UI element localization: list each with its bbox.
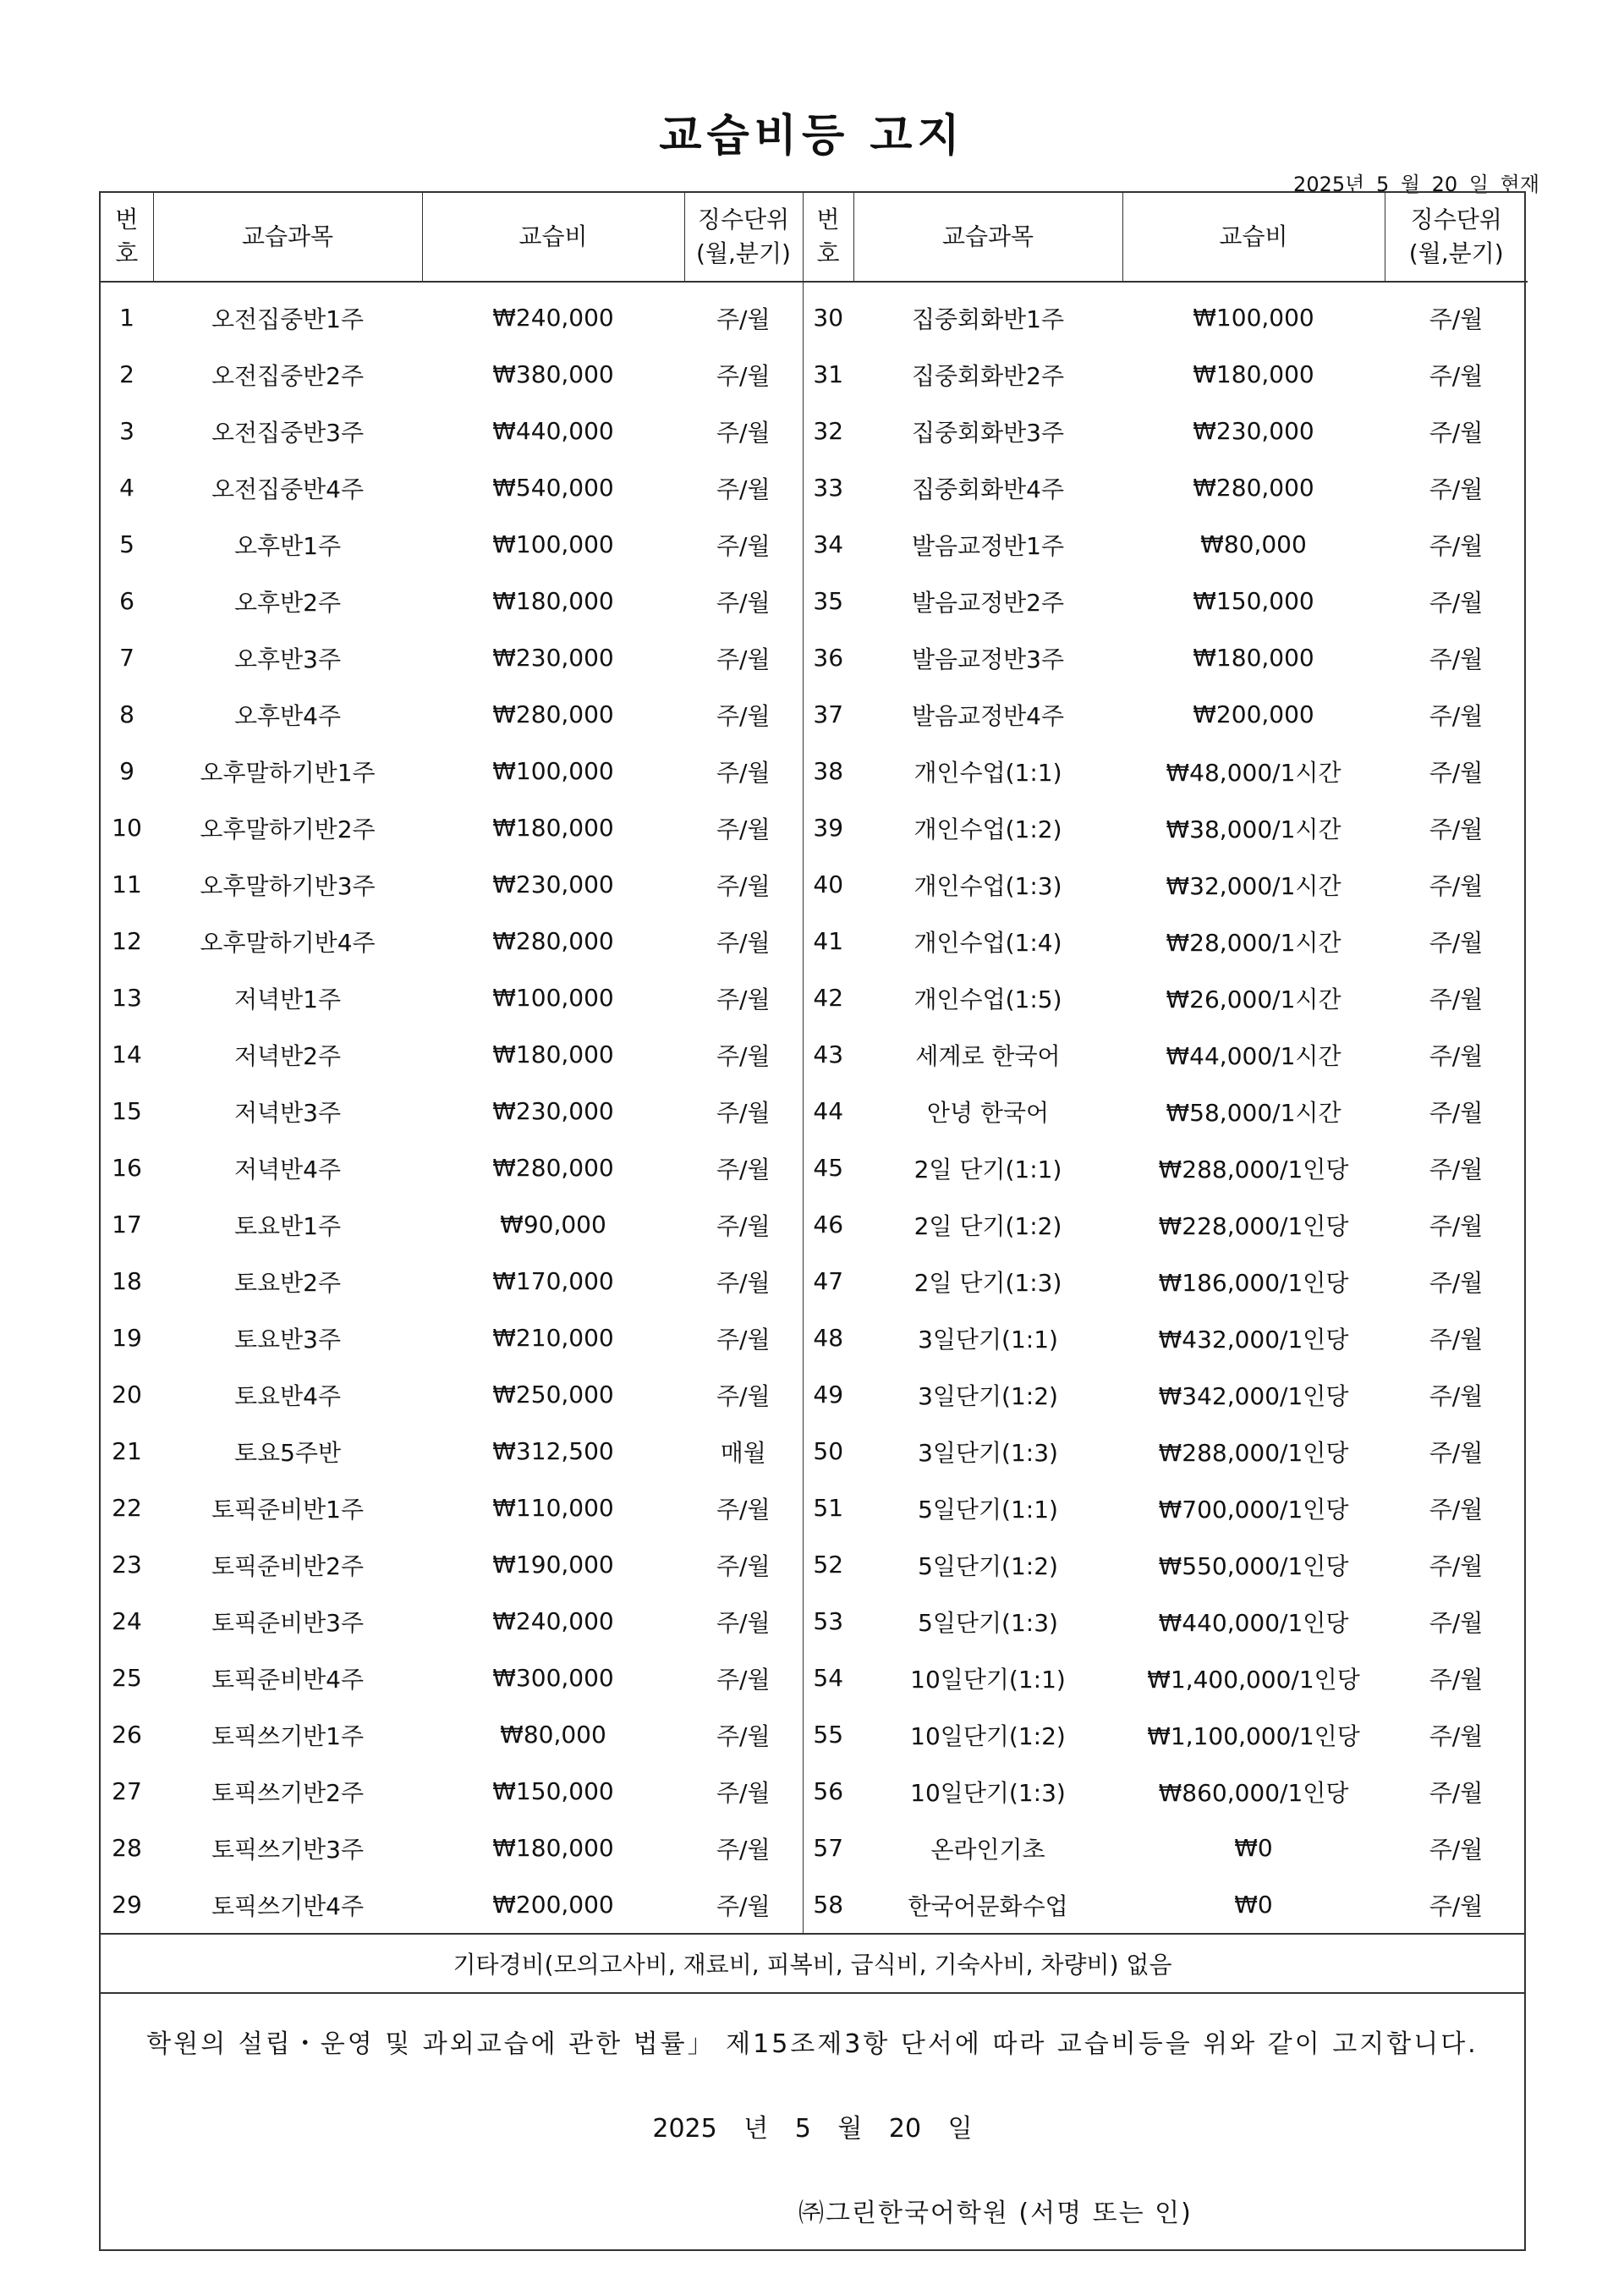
fee-cell: ₩230,000 xyxy=(492,1097,614,1125)
subject-cell: 토픽준비반2주 xyxy=(211,1551,365,1580)
unit-cell: 주/월 xyxy=(1429,475,1484,503)
unit-cell: 주/월 xyxy=(1429,1325,1484,1353)
unit-cell: 주/월 xyxy=(1429,1155,1484,1183)
fee-cell: ₩230,000 xyxy=(492,644,614,672)
unit-cell: 주/월 xyxy=(716,645,771,673)
subject-cell: 안녕 한국어 xyxy=(926,1098,1050,1127)
row-number: 27 xyxy=(112,1777,142,1805)
unit-cell: 주/월 xyxy=(716,928,771,957)
fee-cell: ₩250,000 xyxy=(492,1381,614,1408)
subject-cell: 저녁반1주 xyxy=(233,985,341,1013)
table-row xyxy=(101,1026,1528,1083)
subject-cell: 발음교정반3주 xyxy=(911,645,1065,673)
subject-cell: 세계로 한국어 xyxy=(915,1041,1061,1070)
subject-cell: 개인수업(1:3) xyxy=(914,871,1062,900)
table-row xyxy=(101,346,1528,403)
subject-cell: 저녁반4주 xyxy=(233,1155,341,1183)
subject-cell: 한국어문화수업 xyxy=(908,1891,1068,1920)
header-unit: 징수단위 (월,분기) xyxy=(684,193,803,282)
row-number: 10 xyxy=(112,814,142,842)
fee-cell: ₩190,000 xyxy=(492,1551,614,1578)
row-number: 36 xyxy=(803,629,853,686)
row-number: 21 xyxy=(112,1437,142,1465)
header-unit: 징수단위 (월,분기) xyxy=(1385,193,1528,282)
subject-cell: 저녁반3주 xyxy=(233,1098,341,1127)
header-fee: 교습비 xyxy=(1122,193,1385,282)
fee-cell: ₩540,000 xyxy=(492,474,614,502)
subject-cell: 토픽준비반3주 xyxy=(211,1608,365,1637)
row-number: 35 xyxy=(803,573,853,629)
fee-cell: ₩288,000/1인당 xyxy=(1158,1438,1349,1467)
unit-cell: 주/월 xyxy=(1429,928,1484,957)
subject-cell: 토픽쓰기반3주 xyxy=(211,1835,365,1864)
row-number: 8 xyxy=(119,700,134,728)
unit-cell: 주/월 xyxy=(1429,361,1484,390)
row-number: 54 xyxy=(803,1650,853,1706)
table-row xyxy=(101,629,1528,686)
row-number: 14 xyxy=(112,1040,142,1068)
unit-cell: 주/월 xyxy=(1429,531,1484,560)
subject-cell: 토요반2주 xyxy=(233,1268,341,1297)
row-number: 1 xyxy=(119,304,134,332)
table-row xyxy=(101,1423,1528,1480)
fee-cell: ₩48,000/1시간 xyxy=(1166,758,1341,787)
table-row xyxy=(101,1139,1528,1196)
unit-cell: 주/월 xyxy=(716,758,771,787)
fee-cell: ₩180,000 xyxy=(492,1834,614,1862)
subject-cell: 개인수업(1:1) xyxy=(914,758,1062,787)
page-title: 교습비등 고지 xyxy=(659,111,965,162)
row-number: 13 xyxy=(112,984,142,1012)
row-number: 6 xyxy=(119,587,134,615)
fee-cell: ₩440,000 xyxy=(492,417,614,445)
subject-cell: 오후말하기반4주 xyxy=(200,928,376,957)
header-no: 번 호 xyxy=(101,193,153,282)
header-no: 번 호 xyxy=(803,193,853,282)
table-row xyxy=(101,1309,1528,1366)
legal-notice: 학원의 설립・운영 및 과외교습에 관한 법률」 제15조제3항 단서에 따라 교습비등을 위와 같이 고지합니다. xyxy=(146,2029,1479,2059)
subject-cell: 집중회화반4주 xyxy=(911,475,1065,503)
row-number: 45 xyxy=(803,1139,853,1196)
row-number: 3 xyxy=(119,417,134,445)
subject-cell: 토요반3주 xyxy=(233,1325,341,1353)
unit-cell: 주/월 xyxy=(1429,1495,1484,1524)
fee-cell: ₩100,000 xyxy=(492,530,614,558)
unit-cell: 주/월 xyxy=(716,305,771,333)
fee-cell: ₩288,000/1인당 xyxy=(1158,1155,1349,1183)
row-number: 28 xyxy=(112,1834,142,1862)
fee-cell: ₩100,000 xyxy=(1193,304,1314,332)
unit-cell: 주/월 xyxy=(716,871,771,900)
unit-cell: 주/월 xyxy=(716,1268,771,1297)
row-number: 16 xyxy=(112,1154,142,1182)
fee-cell: ₩100,000 xyxy=(492,984,614,1012)
unit-cell: 주/월 xyxy=(1429,1438,1484,1467)
unit-cell: 주/월 xyxy=(1429,815,1484,843)
fee-cell: ₩0 xyxy=(1234,1834,1273,1862)
unit-cell: 주/월 xyxy=(716,1721,771,1750)
subject-cell: 개인수업(1:4) xyxy=(914,928,1062,957)
table-row xyxy=(101,282,1528,346)
unit-cell: 주/월 xyxy=(716,361,771,390)
fee-cell: ₩210,000 xyxy=(492,1324,614,1352)
subject-cell: 10일단기(1:2) xyxy=(910,1721,1066,1750)
subject-cell: 오후반3주 xyxy=(233,645,341,673)
fee-cell: ₩312,500 xyxy=(492,1437,614,1465)
subject-cell: 10일단기(1:1) xyxy=(910,1665,1066,1694)
unit-cell: 주/월 xyxy=(716,1891,771,1920)
fee-cell: ₩1,100,000/1인당 xyxy=(1147,1721,1360,1750)
subject-cell: 개인수업(1:2) xyxy=(914,815,1062,843)
row-number: 7 xyxy=(119,644,134,672)
row-number: 26 xyxy=(112,1721,142,1749)
table-row xyxy=(101,1480,1528,1536)
unit-cell: 주/월 xyxy=(1429,1608,1484,1637)
row-number: 50 xyxy=(803,1423,853,1480)
fee-cell: ₩180,000 xyxy=(492,814,614,842)
row-number: 48 xyxy=(803,1309,853,1366)
row-number: 15 xyxy=(112,1097,142,1125)
subject-cell: 2일 단기(1:1) xyxy=(914,1155,1062,1183)
unit-cell: 주/월 xyxy=(716,1665,771,1694)
fee-cell: ₩240,000 xyxy=(492,1607,614,1635)
fee-cell: ₩38,000/1시간 xyxy=(1166,815,1341,843)
row-number: 33 xyxy=(803,459,853,516)
subject-cell: 토픽준비반4주 xyxy=(211,1665,365,1694)
fee-cell: ₩380,000 xyxy=(492,360,614,388)
row-number: 51 xyxy=(803,1480,853,1536)
fee-cell: ₩280,000 xyxy=(492,1154,614,1182)
table-row xyxy=(101,856,1528,913)
table-row xyxy=(101,1536,1528,1593)
row-number: 11 xyxy=(112,870,142,898)
row-number: 9 xyxy=(119,757,134,785)
subject-cell: 오후말하기반1주 xyxy=(200,758,376,787)
subject-cell: 오전집중반2주 xyxy=(211,361,365,390)
fee-cell: ₩550,000/1인당 xyxy=(1158,1551,1349,1580)
header-subject: 교습과목 xyxy=(153,193,422,282)
row-number: 30 xyxy=(803,282,853,346)
unit-cell: 주/월 xyxy=(1429,1778,1484,1807)
unit-cell: 주/월 xyxy=(716,1098,771,1127)
fee-cell: ₩280,000 xyxy=(1193,474,1314,502)
subject-cell: 5일단기(1:3) xyxy=(918,1608,1058,1637)
row-number: 12 xyxy=(112,927,142,955)
unit-cell: 주/월 xyxy=(1429,1381,1484,1410)
row-number: 34 xyxy=(803,516,853,573)
table-row xyxy=(101,1196,1528,1253)
table-row xyxy=(101,1706,1528,1763)
unit-cell: 주/월 xyxy=(716,1608,771,1637)
unit-cell: 주/월 xyxy=(1429,1721,1484,1750)
subject-cell: 오후반4주 xyxy=(233,701,341,730)
row-number: 57 xyxy=(803,1820,853,1876)
row-number: 29 xyxy=(112,1891,142,1919)
subject-cell: 토픽준비반1주 xyxy=(211,1495,365,1524)
subject-cell: 10일단기(1:3) xyxy=(910,1778,1066,1807)
table-row xyxy=(101,403,1528,459)
fee-cell: ₩58,000/1시간 xyxy=(1166,1098,1341,1127)
sign-date: 2025 년 5 월 20 일 xyxy=(652,2114,973,2144)
unit-cell: 주/월 xyxy=(1429,1041,1484,1070)
unit-cell: 주/월 xyxy=(1429,305,1484,333)
unit-cell: 주/월 xyxy=(716,1381,771,1410)
row-number: 5 xyxy=(119,530,134,558)
row-number: 42 xyxy=(803,969,853,1026)
table-header-row xyxy=(101,193,1528,282)
fee-cell: ₩180,000 xyxy=(1193,644,1314,672)
subject-cell: 3일단기(1:1) xyxy=(918,1325,1058,1353)
subject-cell: 토요반4주 xyxy=(233,1381,341,1410)
unit-cell: 주/월 xyxy=(1429,1665,1484,1694)
subject-cell: 집중회화반2주 xyxy=(911,361,1065,390)
subject-cell: 발음교정반1주 xyxy=(911,531,1065,560)
unit-cell: 주/월 xyxy=(1429,1891,1484,1920)
row-number: 46 xyxy=(803,1196,853,1253)
fee-cell: ₩180,000 xyxy=(1193,360,1314,388)
subject-cell: 오전집중반4주 xyxy=(211,475,365,503)
row-number: 49 xyxy=(803,1366,853,1423)
unit-cell: 주/월 xyxy=(716,1495,771,1524)
fee-notice-sheet xyxy=(99,191,1526,2251)
unit-cell: 주/월 xyxy=(716,475,771,503)
row-number: 20 xyxy=(112,1381,142,1408)
row-number: 40 xyxy=(803,856,853,913)
subject-cell: 토요5주반 xyxy=(233,1438,341,1467)
unit-cell: 주/월 xyxy=(716,1325,771,1353)
row-number: 23 xyxy=(112,1551,142,1578)
table-row xyxy=(101,743,1528,799)
fee-cell: ₩180,000 xyxy=(492,587,614,615)
subject-cell: 토요반1주 xyxy=(233,1211,341,1240)
fee-cell: ₩228,000/1인당 xyxy=(1158,1211,1349,1240)
row-number: 41 xyxy=(803,913,853,969)
row-number: 44 xyxy=(803,1083,853,1139)
unit-cell: 주/월 xyxy=(1429,985,1484,1013)
fee-cell: ₩432,000/1인당 xyxy=(1158,1325,1349,1353)
subject-cell: 오후말하기반3주 xyxy=(200,871,376,900)
row-number: 38 xyxy=(803,743,853,799)
subject-cell: 3일단기(1:3) xyxy=(918,1438,1058,1467)
row-number: 4 xyxy=(119,474,134,502)
subject-cell: 개인수업(1:5) xyxy=(914,985,1062,1013)
row-number: 25 xyxy=(112,1664,142,1692)
fee-cell: ₩230,000 xyxy=(492,870,614,898)
table-row xyxy=(101,1083,1528,1139)
table-row xyxy=(101,1593,1528,1650)
unit-cell: 매월 xyxy=(720,1438,766,1467)
fee-cell: ₩1,400,000/1인당 xyxy=(1147,1665,1360,1694)
table-row xyxy=(101,1876,1528,1933)
table-row xyxy=(101,913,1528,969)
fee-cell: ₩44,000/1시간 xyxy=(1166,1041,1341,1070)
header-fee: 교습비 xyxy=(422,193,684,282)
unit-cell: 주/월 xyxy=(716,701,771,730)
subject-cell: 발음교정반4주 xyxy=(911,701,1065,730)
unit-cell: 주/월 xyxy=(716,815,771,843)
fee-cell: ₩240,000 xyxy=(492,304,614,332)
subject-cell: 2일 단기(1:3) xyxy=(914,1268,1062,1297)
fee-cell: ₩440,000/1인당 xyxy=(1158,1608,1349,1637)
row-number: 39 xyxy=(803,799,853,856)
unit-cell: 주/월 xyxy=(1429,1551,1484,1580)
unit-cell: 주/월 xyxy=(716,418,771,447)
unit-cell: 주/월 xyxy=(716,1551,771,1580)
subject-cell: 5일단기(1:2) xyxy=(918,1551,1058,1580)
unit-cell: 주/월 xyxy=(716,1778,771,1807)
subject-cell: 2일 단기(1:2) xyxy=(914,1211,1062,1240)
unit-cell: 주/월 xyxy=(716,985,771,1013)
unit-cell: 주/월 xyxy=(1429,701,1484,730)
table-row xyxy=(101,1820,1528,1876)
row-number: 2 xyxy=(119,360,134,388)
subject-cell: 3일단기(1:2) xyxy=(918,1381,1058,1410)
table-row xyxy=(101,1650,1528,1706)
unit-cell: 주/월 xyxy=(1429,418,1484,447)
fee-cell: ₩110,000 xyxy=(492,1494,614,1522)
fee-cell: ₩230,000 xyxy=(1193,417,1314,445)
table-row xyxy=(101,1763,1528,1820)
row-number: 17 xyxy=(112,1211,142,1238)
subject-cell: 토픽쓰기반1주 xyxy=(211,1721,365,1750)
subject-cell: 집중회화반1주 xyxy=(911,305,1065,333)
unit-cell: 주/월 xyxy=(1429,645,1484,673)
table-row xyxy=(101,1253,1528,1309)
subject-cell: 오후말하기반2주 xyxy=(200,815,376,843)
fee-cell: ₩170,000 xyxy=(492,1267,614,1295)
row-number: 24 xyxy=(112,1607,142,1635)
unit-cell: 주/월 xyxy=(1429,1268,1484,1297)
fee-cell: ₩186,000/1인당 xyxy=(1158,1268,1349,1297)
fee-cell: ₩0 xyxy=(1234,1891,1273,1919)
fee-cell: ₩28,000/1시간 xyxy=(1166,928,1341,957)
subject-cell: 저녁반2주 xyxy=(233,1041,341,1070)
row-number: 19 xyxy=(112,1324,142,1352)
fee-cell: ₩860,000/1인당 xyxy=(1158,1778,1349,1807)
fee-cell: ₩26,000/1시간 xyxy=(1166,985,1341,1013)
subject-cell: 집중회화반3주 xyxy=(911,418,1065,447)
subject-cell: 발음교정반2주 xyxy=(911,588,1065,617)
fee-cell: ₩32,000/1시간 xyxy=(1166,871,1341,900)
current-date: 2025년 5 월 20 일 현재 xyxy=(1293,173,1539,196)
row-number: 32 xyxy=(803,403,853,459)
fee-cell: ₩300,000 xyxy=(492,1664,614,1692)
fee-cell: ₩90,000 xyxy=(500,1211,606,1238)
subject-cell: 토픽쓰기반4주 xyxy=(211,1891,365,1920)
unit-cell: 주/월 xyxy=(716,1835,771,1864)
fee-cell: ₩200,000 xyxy=(492,1891,614,1919)
row-number: 47 xyxy=(803,1253,853,1309)
unit-cell: 주/월 xyxy=(716,1211,771,1240)
unit-cell: 주/월 xyxy=(716,531,771,560)
fee-cell: ₩80,000 xyxy=(500,1721,606,1749)
unit-cell: 주/월 xyxy=(1429,1098,1484,1127)
fee-cell: ₩80,000 xyxy=(1200,530,1307,558)
row-number: 56 xyxy=(803,1763,853,1820)
table-row xyxy=(101,799,1528,856)
row-number: 58 xyxy=(803,1876,853,1933)
table-row xyxy=(101,516,1528,573)
unit-cell: 주/월 xyxy=(716,588,771,617)
unit-cell: 주/월 xyxy=(716,1041,771,1070)
fee-cell: ₩100,000 xyxy=(492,757,614,785)
row-number: 37 xyxy=(803,686,853,743)
unit-cell: 주/월 xyxy=(1429,1211,1484,1240)
subject-cell: 오후반2주 xyxy=(233,588,341,617)
row-number: 55 xyxy=(803,1706,853,1763)
subject-cell: 5일단기(1:1) xyxy=(918,1495,1058,1524)
unit-cell: 주/월 xyxy=(1429,1835,1484,1864)
table-row xyxy=(101,1366,1528,1423)
table-row xyxy=(101,686,1528,743)
unit-cell: 주/월 xyxy=(1429,758,1484,787)
row-number: 43 xyxy=(803,1026,853,1083)
table-row xyxy=(101,969,1528,1026)
signer: ㈜그린한국어학원 (서명 또는 인) xyxy=(798,2199,1193,2228)
subject-cell: 오전집중반1주 xyxy=(211,305,365,333)
row-number: 53 xyxy=(803,1593,853,1650)
other-costs: 기타경비(모의고사비, 재료비, 피복비, 급식비, 기숙사비, 차량비) 없음 xyxy=(101,1933,1524,1992)
unit-cell: 주/월 xyxy=(716,1155,771,1183)
fee-cell: ₩280,000 xyxy=(492,700,614,728)
table-row xyxy=(101,573,1528,629)
fee-table xyxy=(101,193,1528,1933)
subject-cell: 토픽쓰기반2주 xyxy=(211,1778,365,1807)
subject-cell: 오후반1주 xyxy=(233,531,341,560)
subject-cell: 온라인기초 xyxy=(930,1835,1045,1864)
row-number: 18 xyxy=(112,1267,142,1295)
row-number: 22 xyxy=(112,1494,142,1522)
fee-cell: ₩150,000 xyxy=(1193,587,1314,615)
row-number: 31 xyxy=(803,346,853,403)
header-subject: 교습과목 xyxy=(853,193,1122,282)
fee-cell: ₩342,000/1인당 xyxy=(1158,1381,1349,1410)
fee-cell: ₩280,000 xyxy=(492,927,614,955)
fee-cell: ₩150,000 xyxy=(492,1777,614,1805)
fee-cell: ₩700,000/1인당 xyxy=(1158,1495,1349,1524)
table-row xyxy=(101,459,1528,516)
fee-cell: ₩180,000 xyxy=(492,1040,614,1068)
fee-cell: ₩200,000 xyxy=(1193,700,1314,728)
unit-cell: 주/월 xyxy=(1429,871,1484,900)
notice-area xyxy=(101,1992,1524,2249)
subject-cell: 오전집중반3주 xyxy=(211,418,365,447)
unit-cell: 주/월 xyxy=(1429,588,1484,617)
row-number: 52 xyxy=(803,1536,853,1593)
